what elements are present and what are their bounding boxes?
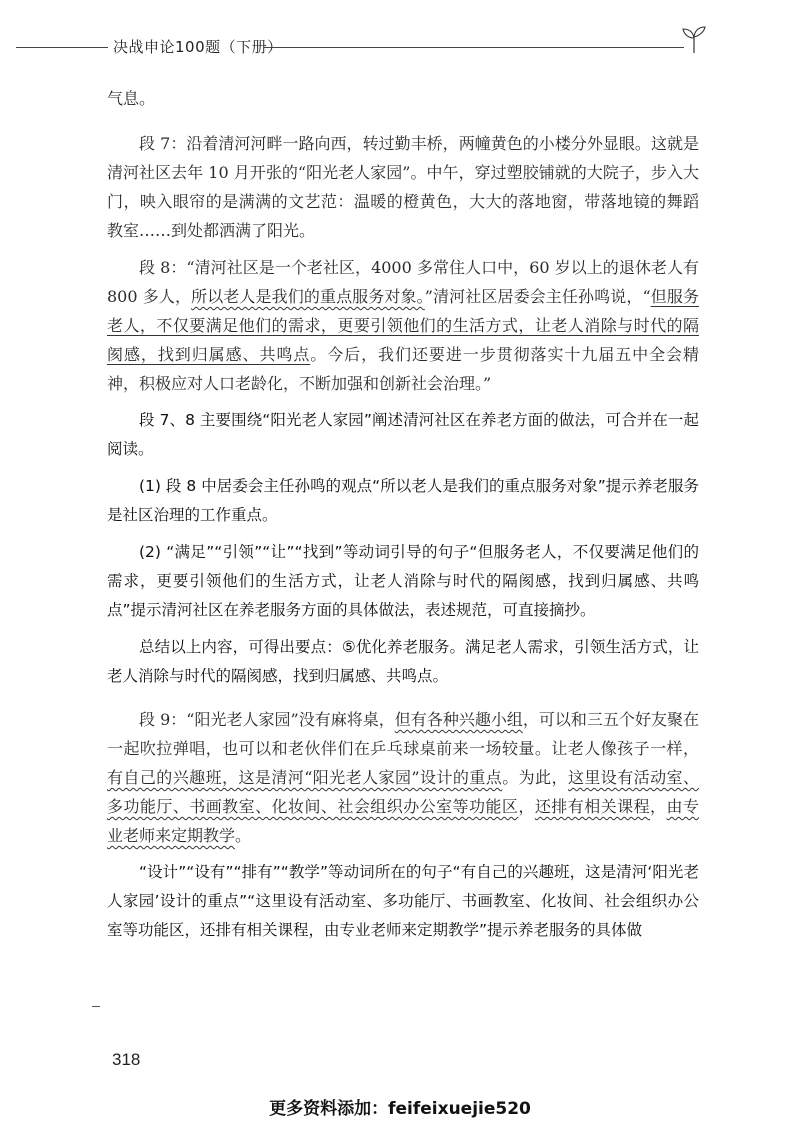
header-rule-right bbox=[264, 47, 684, 48]
para8-underlined-text: 更 bbox=[337, 316, 354, 335]
source-paragraph-7 bbox=[107, 129, 699, 245]
paragraph-continuation: 气息。 bbox=[107, 89, 156, 108]
para9-wavy-text: 但有各种兴趣小组 bbox=[394, 710, 523, 729]
page-number: 318 bbox=[112, 1050, 141, 1069]
analysis-paragraph-final: “设计”“设有”“排有”“教学”等动词所在的句子“有自己的兴趣班，这是清河‘阳光老人家园’设计的重点”“这里设有活动室、多功能厅、书画教室、化妆间、社会组织办公室等功能区，还排有相关课程，由专业老师来定期教学”提示养老服务的具体做 bbox=[107, 863, 699, 939]
source-paragraph-8 bbox=[107, 253, 699, 398]
para9-wavy-text: 还排有相关课程 bbox=[534, 797, 651, 816]
summary-paragraph: 总结以上内容，可得出要点：⑤优化养老服务。满足老人需求，引领生活方式，让老人消除与时代的隔阂感，找到归属感、共鸣点。 bbox=[107, 638, 699, 685]
para9-wavy-text: 这里设有活动室、多功能厅、书画教室、化妆间、社会组织办公室等功能区 bbox=[107, 768, 699, 816]
page-header bbox=[0, 0, 800, 80]
analysis-paragraph: 段 7、8 主要围绕“阳光老人家园”阐述清河社区在养老方面的做法，可合并在一起阅读。 bbox=[107, 411, 699, 458]
para9-wavy-text: 由专业老师来定期教学 bbox=[107, 797, 699, 845]
source-paragraph-9 bbox=[107, 705, 699, 850]
sprout-icon bbox=[680, 24, 708, 54]
para8-text: 。今后，我们还要进一步贯彻落实十九届五中全会精神，积极应对人口老龄化，不断加强和创新社会治理。” bbox=[107, 345, 699, 393]
para8-text: 段 8：“清河社区是一个老社区，4000 多常住人口中，60 岁以上的退休老人有 800 多人， bbox=[107, 258, 699, 306]
para7-line: 段 7：沿着清河河畔一路向西，转过勤丰桥，两幢黄色的小楼分外显眼。这就是清 bbox=[107, 134, 699, 182]
para9-text: 。为此， bbox=[502, 768, 568, 787]
book-title: 决战申论100题（下册） bbox=[113, 38, 283, 56]
para9-text: ， bbox=[518, 797, 535, 816]
para9-text: ， bbox=[650, 797, 667, 816]
para7-line: 河社区去年 10 月开张的“阳光老人家园”。中午，穿过塑胶铺就的大院子，步入大门， bbox=[107, 163, 699, 211]
footer-note: 更多资料添加：feifeixuejie520 bbox=[269, 1099, 531, 1119]
analysis-point-2: (2) “满足”“引领”“让”“找到”等动词引导的句子“但服务老人，不仅要满足他们的需求，更要引领他们的生活方式，让老人消除与时代的隔阂感，找到归属感、共鸣点”提示清河社区在养老服务方面的具体做法，表述规范，可直接摘抄。 bbox=[107, 543, 699, 619]
analysis-point-1: (1) 段 8 中居委会主任孙鸣的观点“所以老人是我们的重点服务对象”提示养老服务是社区治理的工作重点。 bbox=[107, 477, 699, 524]
para8-underlined-text: 但服务老人，不仅要满足他们的需求， bbox=[107, 287, 699, 335]
para9-wavy-text: 有自己的兴趣班，这是清河“阳光老人家园”设计的重点 bbox=[107, 768, 503, 787]
para8-text: ”清河社区居委会主任孙鸣说，“ bbox=[424, 287, 651, 306]
para9-text: 段 9：“阳光老人家园”没有麻将桌， bbox=[139, 710, 395, 729]
para9-text: ，可以和三五个好友聚在一起吹拉弹唱，也可以和老伙伴们在乒乓球桌前来一场较量。让老人像孩子一样， bbox=[107, 710, 699, 758]
para7-line: 到处都洒满了阳光。 bbox=[171, 221, 316, 240]
page-body bbox=[107, 84, 699, 953]
para7-line: 映入眼帘的是满满的文艺范：温暖的橙黄色，大大的落地窗，带落地镜的舞蹈教室…… bbox=[107, 192, 699, 240]
margin-mark bbox=[92, 1006, 100, 1007]
para9-text: 。 bbox=[235, 826, 252, 845]
header-rule-left bbox=[16, 47, 108, 48]
para8-underlined-text: 要引领他们的生活方式，让老人消除与时代的隔阂感，找到归属感、共鸣点 bbox=[107, 316, 699, 364]
para8-wavy-text: 所以老人是我们的重点服务对象。 bbox=[191, 287, 425, 306]
